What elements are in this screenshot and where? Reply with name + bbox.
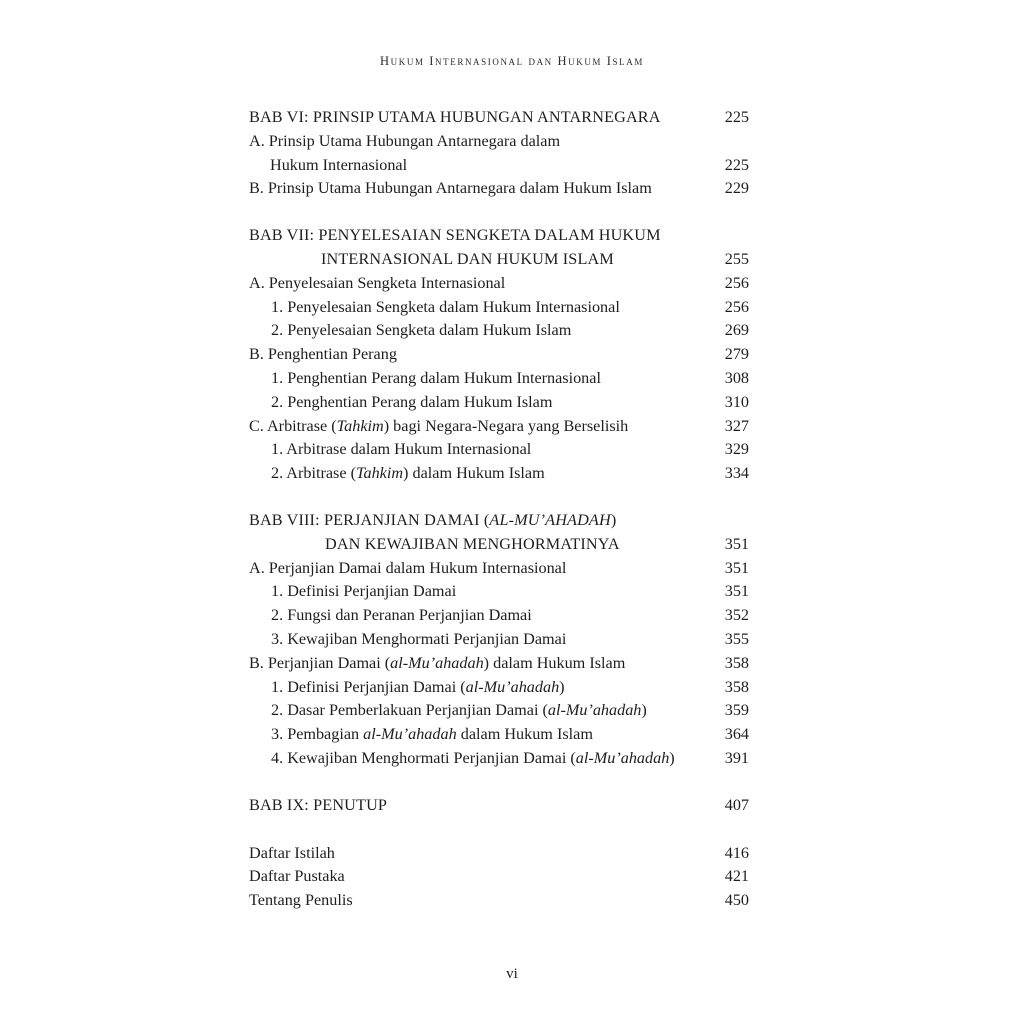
toc-subentry: [249, 604, 749, 628]
page-number: 225: [724, 108, 749, 126]
entry-title: B. Perjanjian Damai (al-Mu’ahadah) dalam Hukum Islam: [249, 653, 626, 672]
table-of-contents: [249, 106, 749, 913]
entry-title: 3. Kewajiban Menghormati Perjanjian Damai: [271, 629, 567, 648]
toc-subentry: [249, 367, 749, 391]
toc-entry: [249, 177, 749, 201]
page-number: 329: [724, 440, 749, 459]
page-number: 358: [724, 677, 749, 696]
toc-chapter-7: [249, 224, 749, 248]
running-head: Hukum Internasional dan Hukum Islam: [380, 54, 644, 68]
toc-entry: [249, 415, 749, 439]
toc-chapter-7-continuation: [249, 248, 749, 272]
toc-subentry: [249, 747, 749, 771]
toc-subentry: [249, 723, 749, 747]
entry-title: C. Arbitrase (Tahkim) bagi Negara-Negara yang Berselisih: [249, 416, 629, 435]
page-number: 225: [724, 155, 749, 174]
entry-title: 2. Penghentian Perang dalam Hukum Islam: [271, 392, 553, 411]
page-number: 255: [724, 249, 749, 268]
toc-entry: [249, 130, 749, 154]
entry-title: 1. Penghentian Perang dalam Hukum Internasional: [271, 368, 601, 387]
page-number: 279: [724, 345, 749, 364]
chapter-title: INTERNASIONAL DAN HUKUM ISLAM: [321, 249, 614, 268]
toc-entry-continuation: [249, 154, 749, 178]
entry-title: 2. Arbitrase (Tahkim) dalam Hukum Islam: [271, 464, 545, 483]
toc-back-matter: [249, 842, 749, 866]
entry-title: Daftar Pustaka: [249, 867, 345, 886]
chapter-title: DAN KEWAJIBAN MENGHORMATINYA: [325, 534, 620, 553]
page-number: 391: [724, 748, 749, 767]
page-number: 334: [724, 464, 749, 483]
toc-chapter-8: [249, 509, 749, 533]
chapter-title: BAB VII: PENYELESAIAN SENGKETA DALAM HUKUM: [249, 226, 661, 245]
page-number: 416: [724, 843, 749, 862]
page-number: 352: [724, 606, 749, 625]
page-number: 351: [724, 534, 749, 553]
toc-subentry: [249, 676, 749, 700]
entry-title: 1. Penyelesaian Sengketa dalam Hukum Internasional: [271, 297, 620, 316]
page-number: 351: [724, 558, 749, 577]
entry-title: 2. Fungsi dan Peranan Perjanjian Damai: [271, 606, 532, 625]
entry-title: A. Penyelesaian Sengketa Internasional: [249, 273, 506, 292]
page-number: 229: [724, 179, 749, 198]
toc-subentry: [249, 319, 749, 343]
page-folio: vi: [506, 966, 518, 982]
toc-subentry: [249, 699, 749, 723]
page-number: 310: [724, 392, 749, 411]
page-number: 308: [724, 368, 749, 387]
toc-subentry: [249, 628, 749, 652]
entry-title: A. Perjanjian Damai dalam Hukum Internasional: [249, 558, 567, 577]
toc-chapter-8-continuation: [249, 533, 749, 557]
entry-title: 2. Penyelesaian Sengketa dalam Hukum Islam: [271, 321, 572, 340]
page-number: 358: [724, 653, 749, 672]
chapter-title: BAB IX: PENUTUP: [249, 796, 388, 815]
toc-subentry: [249, 438, 749, 462]
page-number: 364: [724, 725, 749, 744]
toc-subentry: [249, 391, 749, 415]
toc-back-matter: [249, 865, 749, 889]
toc-entry: [249, 557, 749, 581]
toc-entry: [249, 652, 749, 676]
page-number: 421: [724, 867, 749, 886]
toc-entry: [249, 272, 749, 296]
entry-title: 3. Pembagian al-Mu’ahadah dalam Hukum Islam: [271, 725, 593, 744]
page-number: 359: [724, 701, 749, 720]
page-number: 351: [724, 582, 749, 601]
entry-title: 1. Definisi Perjanjian Damai (al-Mu’ahadah): [271, 677, 565, 696]
entry-title: 1. Definisi Perjanjian Damai: [271, 582, 457, 601]
page-number: 327: [724, 416, 749, 435]
toc-subentry: [249, 462, 749, 486]
page-number: 450: [724, 891, 749, 910]
toc-subentry: [249, 296, 749, 320]
entry-title: A. Prinsip Utama Hubungan Antarnegara dalam: [249, 131, 561, 150]
toc-entry: [249, 343, 749, 367]
toc-back-matter: [249, 889, 749, 913]
entry-title: 2. Dasar Pemberlakuan Perjanjian Damai (al-Mu’ahadah): [271, 701, 647, 720]
page-number: 256: [724, 297, 749, 316]
page-number: 407: [724, 796, 749, 815]
entry-title: B. Penghentian Perang: [249, 345, 397, 364]
entry-title: Hukum Internasional: [270, 155, 408, 174]
chapter-title: BAB VIII: PERJANJIAN DAMAI (AL-MU’AHADAH): [249, 510, 617, 529]
entry-title: Daftar Istilah: [249, 843, 335, 862]
toc-chapter-9: [249, 794, 749, 818]
toc-chapter-6: [249, 106, 749, 130]
toc-subentry: [249, 580, 749, 604]
entry-title: B. Prinsip Utama Hubungan Antarnegara dalam Hukum Islam: [249, 179, 652, 198]
page-number: 355: [724, 629, 749, 648]
chapter-title: BAB VI: PRINSIP UTAMA HUBUNGAN ANTARNEGARA: [249, 108, 661, 126]
entry-title: 4. Kewajiban Menghormati Perjanjian Damai (al-Mu’ahadah): [271, 748, 675, 767]
entry-title: 1. Arbitrase dalam Hukum Internasional: [271, 440, 532, 459]
page-number: 269: [724, 321, 749, 340]
page-number: 256: [724, 273, 749, 292]
entry-title: Tentang Penulis: [249, 891, 353, 910]
